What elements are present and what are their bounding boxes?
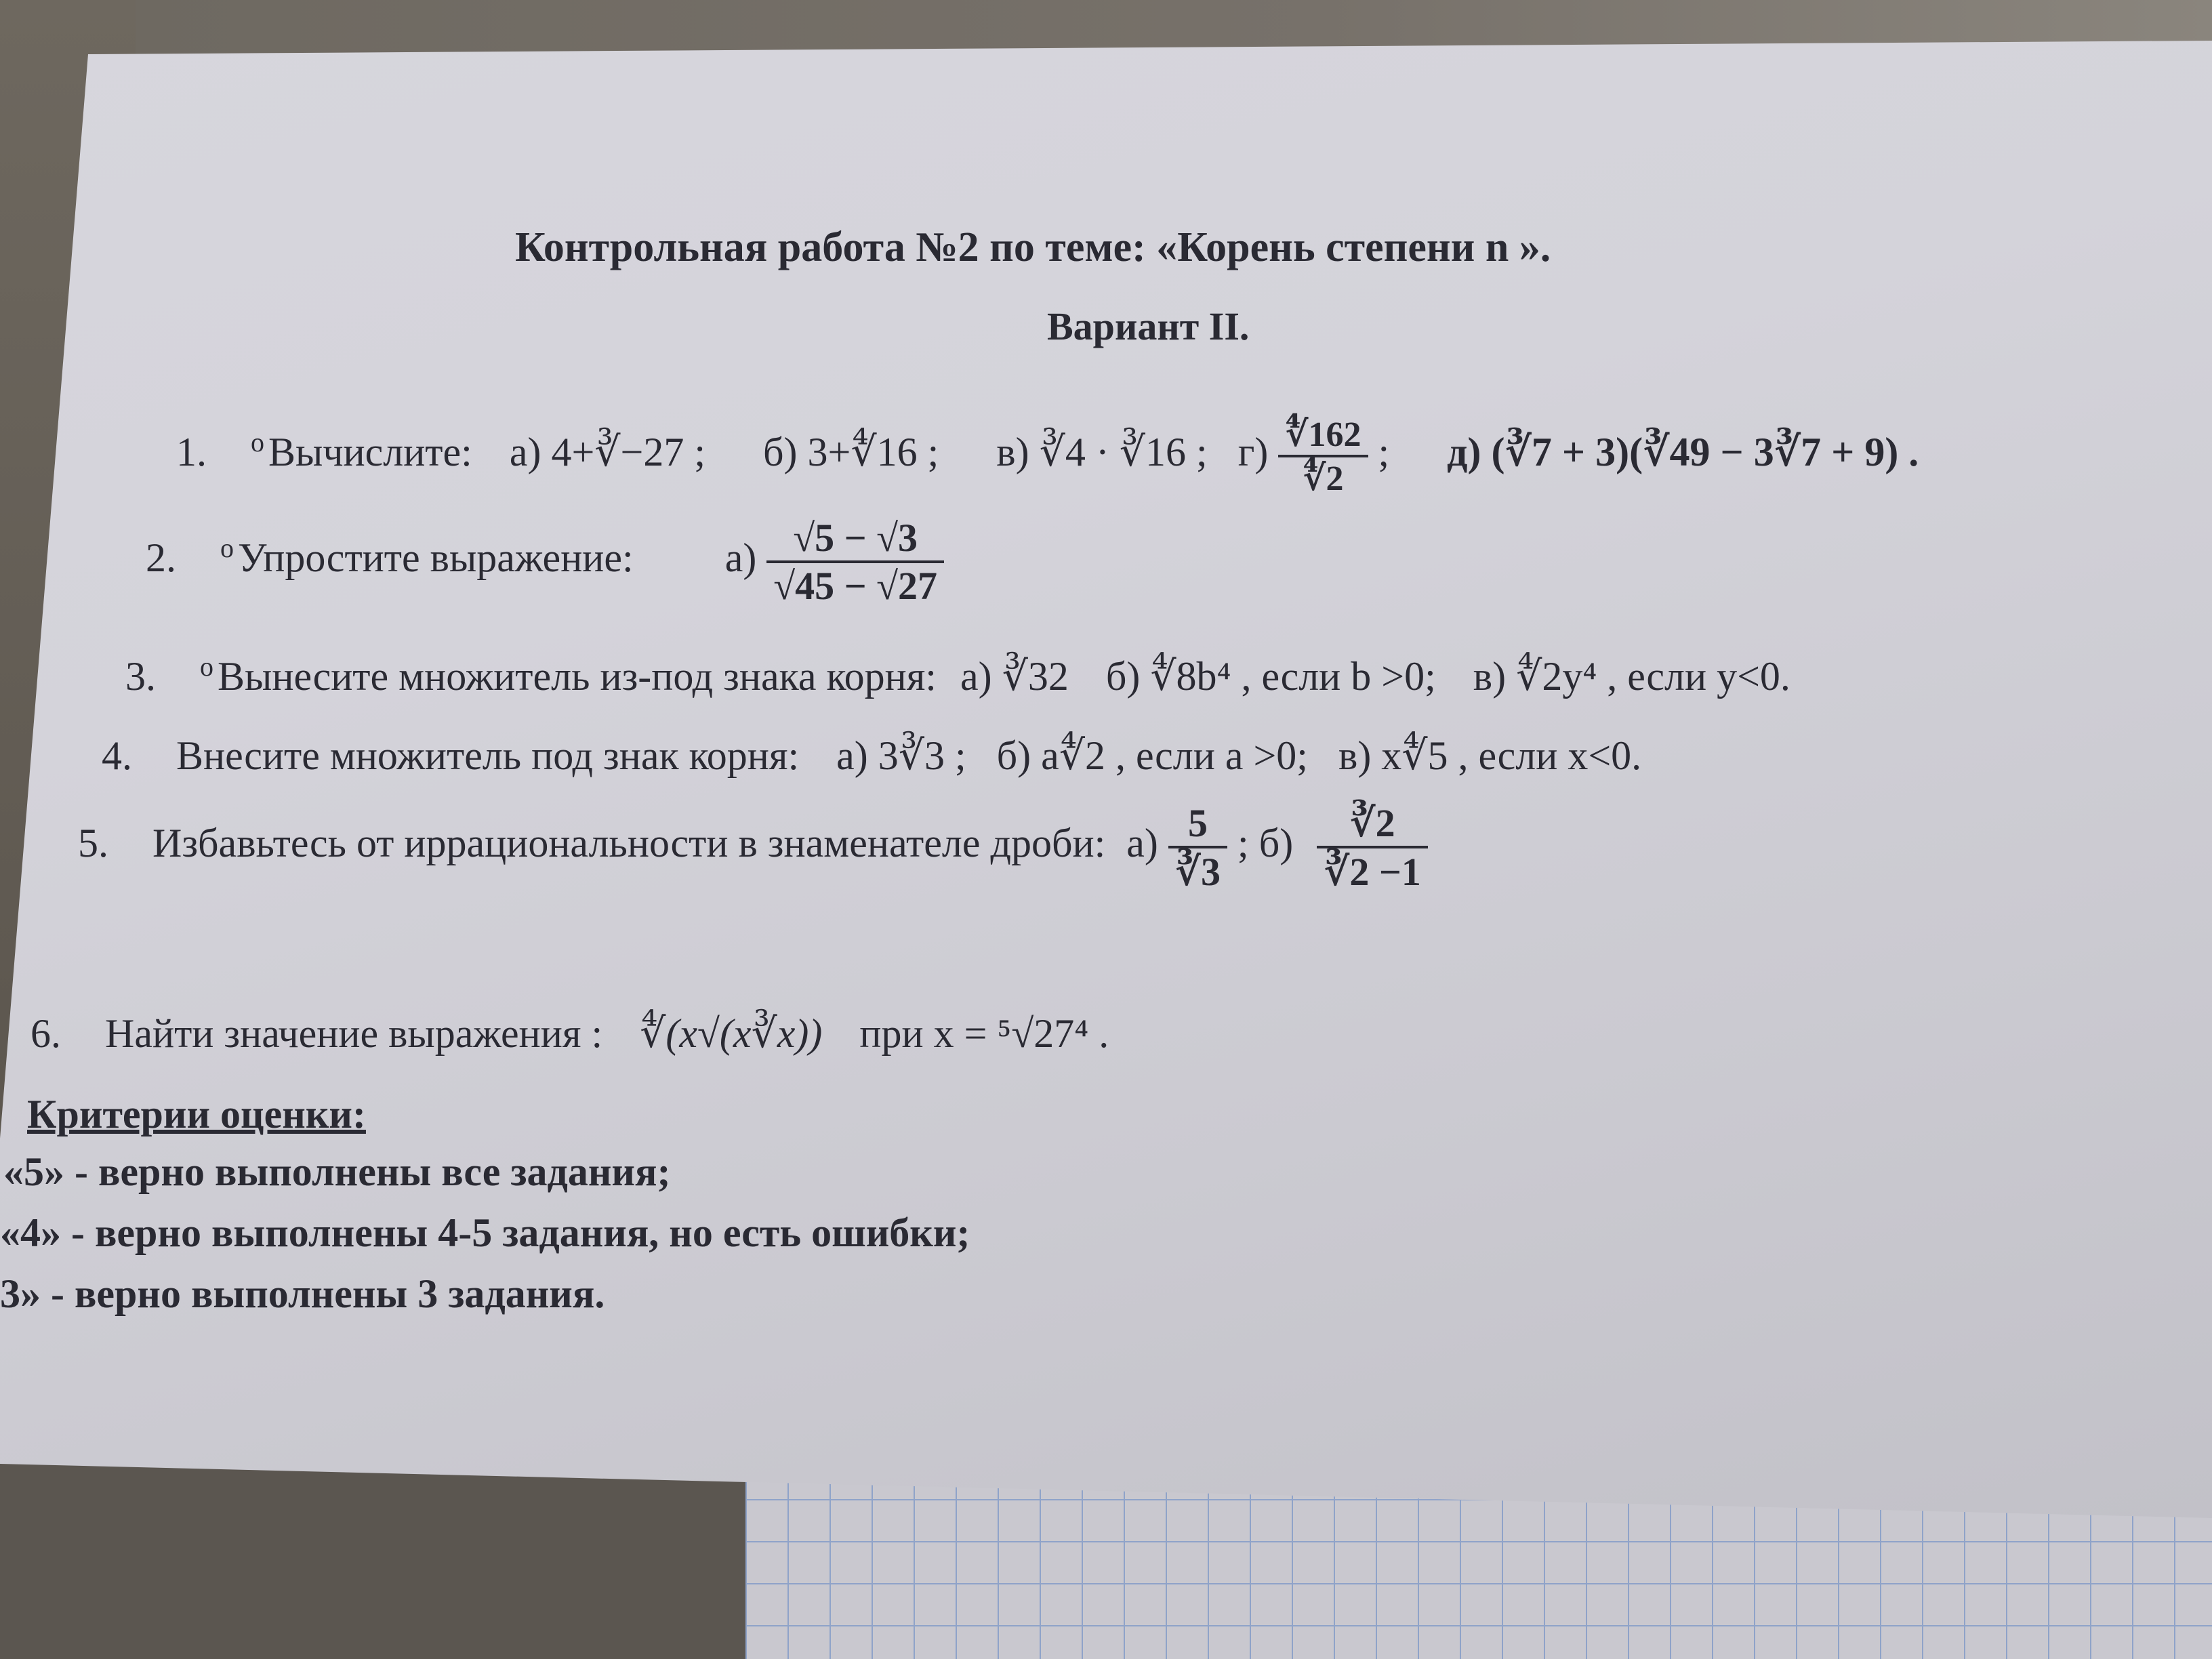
task-2	[146, 515, 944, 609]
task-1	[176, 413, 1919, 499]
task-4	[102, 732, 1641, 779]
task-4-part-b: б) a∜2 , если a >0;	[996, 733, 1308, 778]
task-number: 3.	[125, 654, 156, 699]
task-number: 5.	[78, 820, 108, 865]
task-text: Упростите выражение:	[238, 535, 634, 580]
task-2-fraction	[766, 515, 944, 609]
task-mark: o	[220, 532, 234, 563]
fraction-numerator: ∜162	[1285, 415, 1361, 454]
task-text: Внесите множитель под знак корня:	[176, 733, 800, 778]
task-text: Вынесите множитель из-под знака корня:	[218, 654, 937, 699]
task-1-part-e: д) (∛7 + 3)(∛49 − 3∛7 + 9) .	[1447, 429, 1919, 474]
task-6-expression: ∜(x√(x∛x))	[640, 1011, 823, 1056]
task-4-part-c: в) x∜5 , если x<0.	[1338, 733, 1642, 778]
task-number: 4.	[102, 733, 132, 778]
fraction-numerator: 5	[1187, 800, 1208, 845]
task-text: Вычислите:	[268, 429, 472, 474]
task-1-part-d-fraction	[1278, 413, 1368, 499]
task-number: 2.	[146, 535, 176, 580]
task-number: 6.	[30, 1011, 61, 1056]
task-1-part-d-label: г)	[1237, 429, 1269, 474]
task-number: 1.	[176, 429, 207, 474]
task-3-part-c: в) ∜2y⁴ , если y<0.	[1473, 654, 1790, 699]
separator: ;	[1378, 429, 1390, 474]
criteria-item: «5» - верно выполнены все задания;	[3, 1149, 671, 1194]
task-5-fraction-a	[1168, 800, 1227, 895]
task-5-separator: ; б)	[1237, 820, 1294, 865]
fraction-denominator: ∛2 −1	[1317, 846, 1428, 895]
fraction-numerator: √5 − √3	[793, 516, 918, 560]
task-1-part-b: б) 3+∜16 ;	[763, 429, 939, 474]
task-6-condition: при x = ⁵√27⁴ .	[859, 1011, 1109, 1056]
task-1-part-c: в) ∛4 · ∛16 ;	[996, 429, 1208, 474]
task-5-part-a-label: а)	[1126, 820, 1158, 865]
task-5	[78, 800, 1428, 895]
criteria-item: 3» - верно выполнены 3 задания.	[0, 1271, 605, 1316]
task-6	[30, 1010, 1109, 1057]
criteria-heading: Критерии оценки:	[27, 1092, 366, 1136]
task-5-fraction-b	[1317, 800, 1428, 895]
criteria-item: «4» - верно выполнены 4-5 задания, но есть ошибки;	[0, 1210, 970, 1255]
fraction-denominator: ∛3	[1168, 846, 1227, 895]
task-text: Найти значение выражения :	[105, 1011, 603, 1056]
fraction-denominator: √45 − √27	[766, 560, 944, 609]
page-title: Контрольная работа №2 по теме: «Корень степени n ».	[515, 224, 1551, 270]
variant-heading: Вариант II.	[1047, 304, 1250, 348]
task-3-part-b: б) ∜8b⁴ , если b >0;	[1105, 654, 1436, 699]
task-1-part-a: а) 4+∛−27 ;	[509, 429, 706, 474]
task-mark: o	[251, 426, 264, 457]
task-text: Избавьтесь от иррациональности в знаменателе дроби:	[152, 820, 1106, 865]
task-3-part-a: а) ∛32	[960, 654, 1069, 699]
task-4-part-a: а) 3∛3 ;	[836, 733, 966, 778]
task-mark: o	[200, 651, 213, 682]
task-3	[125, 651, 1790, 700]
task-2-part-label: а)	[724, 535, 757, 580]
fraction-denominator: ∜2	[1278, 455, 1368, 499]
fraction-numerator: ∛2	[1349, 801, 1395, 845]
